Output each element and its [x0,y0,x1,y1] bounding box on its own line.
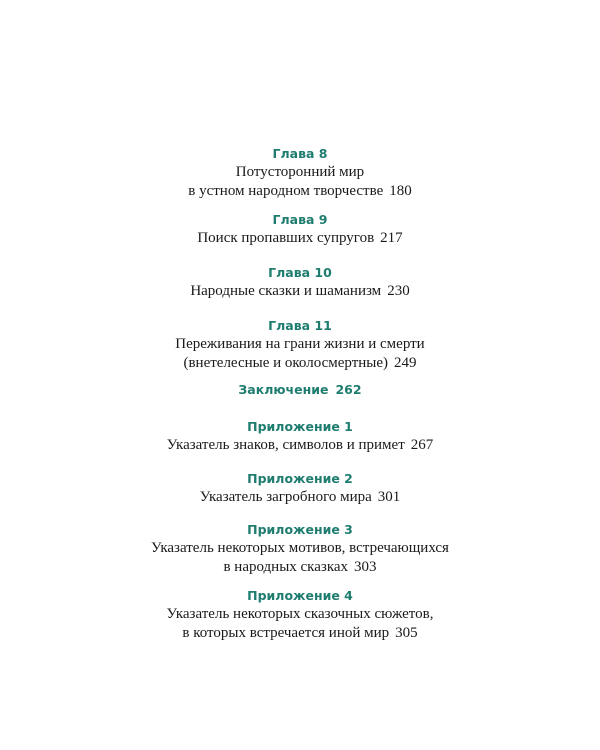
toc-entry-conclusion [0,381,600,399]
page-number: 180 [389,183,412,199]
chapter-heading [0,381,600,399]
entry-title-text: Поиск пропавших супругов [197,230,375,246]
entry-title-line [0,624,600,643]
appendix-heading: Приложение 4 [247,588,353,603]
entry-title-text: Указатель загробного мира [199,489,372,505]
toc-entry-chapter-11 [0,317,600,373]
toc-entry-chapter-8 [0,145,600,201]
entry-title-line: Указатель некоторых сказочных сюжетов, [166,606,434,622]
toc-entry-appendix-2 [0,470,600,507]
entry-title-text: Народные сказки и шаманизм [190,283,382,299]
page-number: 305 [395,625,418,641]
entry-title-line [0,488,600,507]
entry-title-text: в народных сказках [223,559,349,575]
entry-title-line [0,182,600,201]
page-number: 249 [394,355,417,371]
entry-title-text: Указатель знаков, символов и примет [166,437,405,453]
entry-title-text: (внетелесные и околосмертные) [183,355,389,371]
page-number: 217 [380,230,403,246]
page-number: 301 [377,489,401,505]
entry-title-line: Потусторонний мир [235,164,365,180]
toc-entry-appendix-4 [0,587,600,643]
page-number: 230 [387,283,410,299]
entry-title-line [0,436,600,455]
entry-title-text: в которых встречается иной мир [182,625,390,641]
entry-title-line [0,354,600,373]
entry-title-line: Указатель некоторых мотивов, встречающихся [151,540,449,556]
entry-title-line [0,282,600,301]
entry-title-line [0,558,600,577]
conclusion-title: Заключение [238,382,329,397]
appendix-heading: Приложение 1 [247,419,353,434]
appendix-heading: Приложение 2 [247,471,353,486]
entry-title-line: Переживания на грани жизни и смерти [175,336,425,352]
chapter-heading: Глава 9 [272,212,328,227]
page-number: 267 [410,437,434,453]
toc-entry-chapter-10 [0,264,600,301]
chapter-heading: Глава 11 [268,318,332,333]
page-number: 303 [354,559,377,575]
toc-entry-appendix-1 [0,418,600,455]
entry-title-line [0,229,600,248]
chapter-heading: Глава 10 [268,265,332,280]
entry-title-text: в устном народном творчестве [188,183,384,199]
appendix-heading: Приложение 3 [247,522,353,537]
chapter-heading: Глава 8 [272,146,328,161]
toc-entry-chapter-9 [0,211,600,248]
page-number: 262 [335,382,362,397]
toc-entry-appendix-3 [0,521,600,577]
